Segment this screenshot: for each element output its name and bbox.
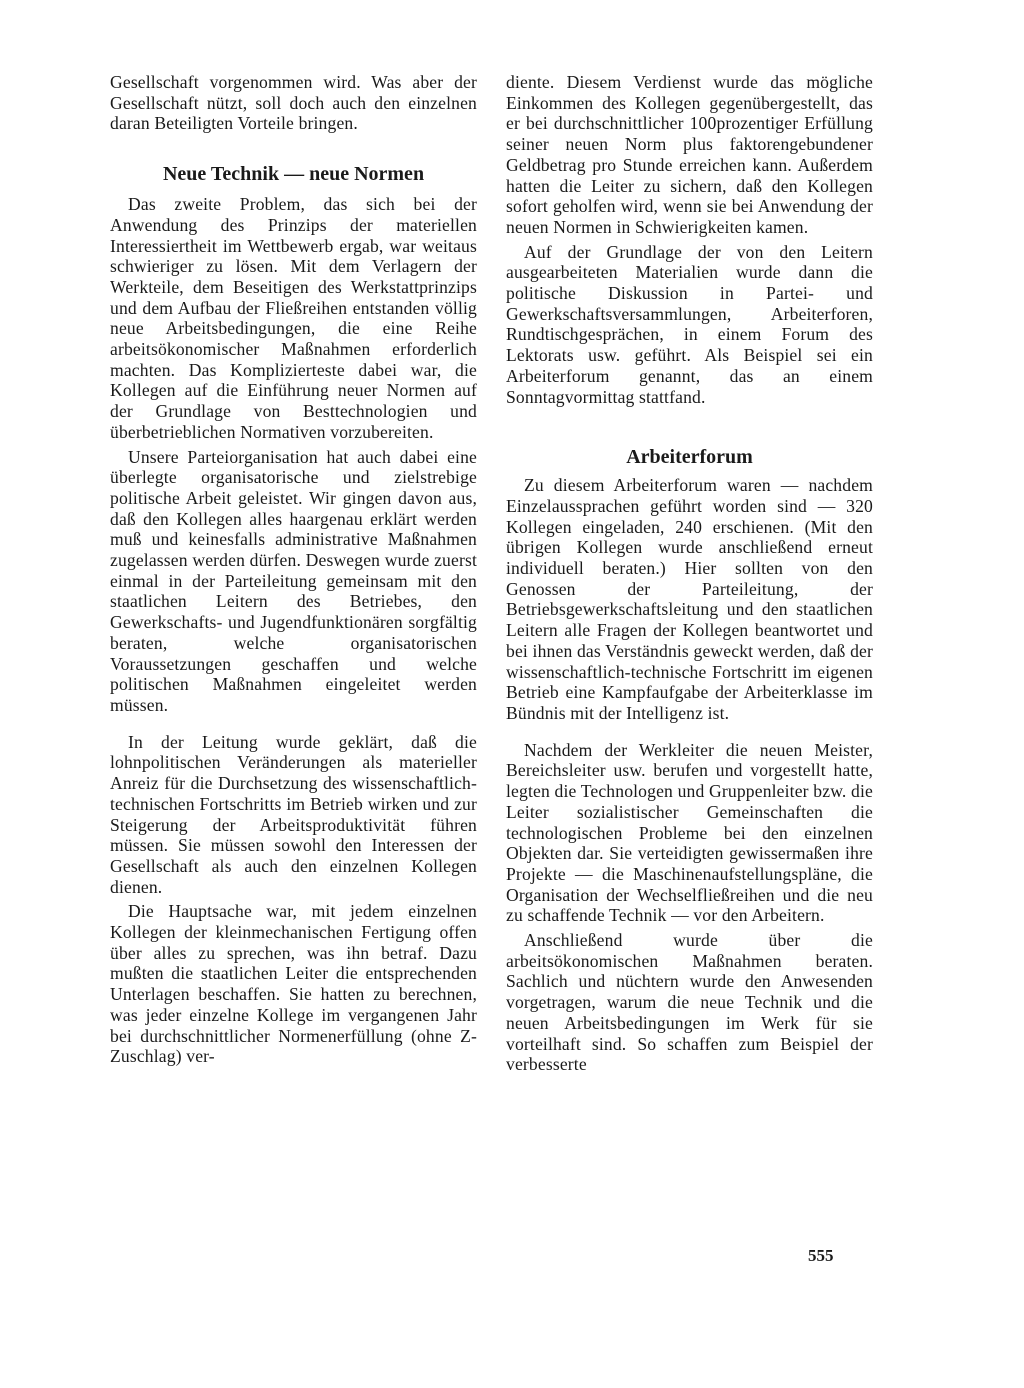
section-heading-arbeiterforum: Arbeiterforum: [626, 446, 753, 469]
paragraph: In der Leitung wurde geklärt, daß die lohnpolitischen Veränderungen als materieller Anreiz für die Durchsetzung des wissenschaftlich-technischen Fortschritts im Betrieb wirken und zur Steigerung der Arbeitsproduktivität führen müssen. Sie müssen sowohl den Interessen der Gesellschaft als auch den einzelnen Kollegen dienen.: [110, 731, 477, 897]
right-column: [506, 72, 873, 1075]
paragraph: Die Hauptsache war, mit jedem einzelnen Kollegen der kleinmechanischen Fertigung offen über alles zu sprechen, was ihn betraf. Dazu mußten die staatlichen Leiter die entsprechenden Unterlagen beschaffen. Sie hatten zu berechnen, was jeder einzelne Kollege im vergangenen Jahr bei durchschnittlicher Normenerfüllung (ohne Z-Zuschlag) ver-: [110, 901, 477, 1067]
paragraph: Auf der Grundlage der von den Leitern ausgearbeiteten Materialien wurde dann die politische Diskussion in Partei- und Gewerkschaftsversammlungen, Arbeiterforen, Rundtischgesprächen, in einem Forum des Lektorats usw. geführt. Als Beispiel sei ein Arbeiterforum genannt, das an einem Sonntagvormittag stattfand.: [506, 241, 873, 407]
page-number: 555: [808, 1246, 834, 1265]
paragraph: Anschließend wurde über die arbeitsökonomischen Maßnahmen beraten. Sachlich und nüchtern wurde den Anwesenden vorgetragen, warum die neue Technik und die neuen Arbeitsbedingungen im Werk für sie vorteilhaft sind. So schaffen zum Beispiel der verbesserte: [506, 930, 873, 1075]
paragraph-continuation: Gesellschaft vorgenommen wird. Was aber der Gesellschaft nützt, soll doch auch den einzelnen daran Beteiligten Vorteile bringen.: [110, 72, 477, 134]
paragraph: Das zweite Problem, das sich bei der Anwendung des Prinzips der materiellen Interessiertheit im Wettbewerb ergab, war weitaus schwieriger zu lösen. Mit dem Verlagern der Werkteile, dem Beseitigen des Werkstattprinzips und dem Aufbau der Fließreihen entstanden völlig neue Arbeitsbedingungen, die eine Reihe arbeitsökonomischer Maßnahmen erforderlich machten. Das Komplizierteste dabei war, die Kollegen auf die Einführung neuer Normen auf der Grundlage von Besttechnologien und überbetrieblichen Normativen vorzubereiten.: [110, 194, 477, 442]
paragraph: Zu diesem Arbeiterforum waren — nachdem Einzelaussprachen geführt worden sind — 320 Kollegen eingeladen, 240 erschienen. (Mit den übrigen Kollegen wurde anschließend erneut individuell beraten.) Hier sollten von den Genossen der Parteileitung, der Betriebsgewerkschaftsleitung und den staatlichen Leitern alle Fragen der Kollegen beantwortet und bei ihnen das Verständnis geweckt werden, daß der wissenschaftlich-technische Fortschritt im eigenen Betrieb eine Kampfaufgabe der Arbeiterklasse im Bündnis mit der Intelligenz ist.: [506, 475, 873, 723]
paragraph: Nachdem der Werkleiter die neuen Meister, Bereichsleiter usw. berufen und vorgestellt hatte, legten die Technologen und Gruppenleiter bzw. die Leiter sozialistischer Gemeinschaften die technologischen Probleme bei den einzelnen Objekten dar. Sie verteidigten gewissermaßen ihre Projekte — die Maschinenaufstellungspläne, die Organisation der Wechselfließreihen und die neu zu schaffende Technik — vor den Arbeitern.: [506, 739, 873, 926]
left-column: [110, 72, 477, 1067]
paragraph-continuation: diente. Diesem Verdienst wurde das mögliche Einkommen des Kollegen gegenübergestellt, das er bei durchschnittlicher 100prozentiger Erfüllung seiner neuen Norm plus faktorengebundener Geldbetrag pro Stunde erreichen kann. Außerdem hatten die Leiter zu sichern, daß den Kollegen sofort geholfen wird, wenn sie bei Anwendung der neuen Normen in Schwierigkeiten kamen.: [506, 72, 873, 237]
paragraph: Unsere Parteiorganisation hat auch dabei eine überlegte organisatorische und zielstrebige politische Arbeit geleistet. Wir gingen davon aus, daß den Kollegen alles haargenau erklärt werden muß und keinesfalls administrative Maßnahmen zugelassen werden dürfen. Deswegen wurde zuerst einmal in der Parteileitung gemeinsam mit den staatlichen Leitern des Betriebes, den Gewerkschafts- und Jugendfunktionären sorgfältig beraten, welche organisatorischen Voraussetzungen geschaffen und welche politischen Maßnahmen eingeleitet werden müssen.: [110, 446, 477, 715]
section-heading-neue-technik: Neue Technik — neue Normen: [162, 163, 425, 186]
